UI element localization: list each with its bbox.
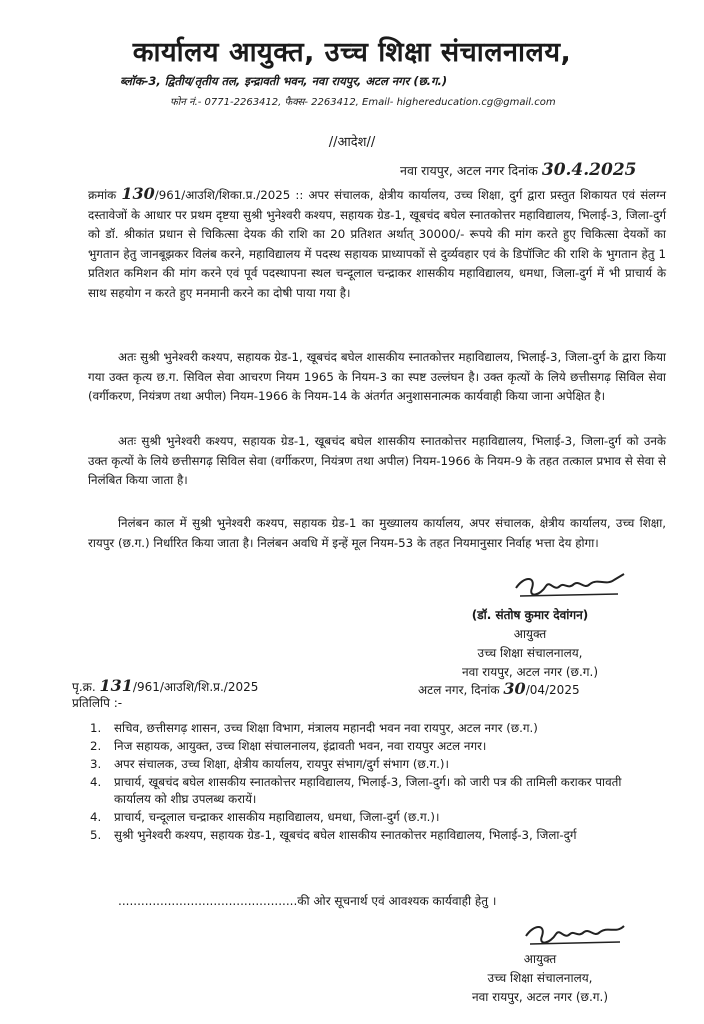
order-paragraph-1 xyxy=(88,184,666,303)
copy-label: प्रतिलिपि :- xyxy=(72,696,123,710)
place-date-label: नवा रायपुर, अटल नगर दिनांक xyxy=(400,163,538,178)
place-date xyxy=(400,160,637,180)
ref-handwritten-number: 130 xyxy=(121,184,155,203)
signatory-place: नवा रायपुर, अटल नगर (छ.ग.) xyxy=(461,665,599,679)
ref-suffix: /961/आउशि/शिका.प्र./2025 :: xyxy=(154,188,304,202)
endorsement-date-day: 30 xyxy=(503,679,526,698)
endorsement-date xyxy=(418,679,580,698)
signatory-name: (डॉ. संतोष कुमार देवांगन) xyxy=(471,608,589,622)
signatory-block-2 xyxy=(430,950,650,1007)
endorsement-date-label: अटल नगर, दिनांक xyxy=(418,683,500,697)
handwritten-date: 30.4.2025 xyxy=(541,160,637,180)
list-item: 1. सचिव, छत्तीसगढ़ शासन, उच्च शिक्षा विभाग, मंत्रालय महानदी भवन नवा रायपुर, अटल नगर (छ.ग.) xyxy=(90,721,538,735)
endorsement-suffix: /961/आउशि/शि.प्र./2025 xyxy=(132,680,259,694)
endorsement-date-rest: /04/2025 xyxy=(525,683,580,697)
list-item: 5. सुश्री भुनेश्वरी कश्यप, सहायक ग्रेड-1, खूबचंद बघेल शासकीय स्नातकोत्तर महाविद्यालय, भिलाई-3, जिला-दुर्ग xyxy=(90,828,577,842)
order-paragraph-4: निलंबन काल में सुश्री भुनेश्वरी कश्यप, सहायक ग्रेड-1 का मुख्यालय कार्यालय, अपर संचालक, क्षेत्रीय कार्यालय, उच्च शिक्षा, रायपुर (छ.ग.) निर्धारित किया जाता है। निलंबन अवधि में इन्हें मूल नियम-53 के तहत नियमानुसार निर्वाह भत्ता देय होगा। xyxy=(88,516,666,550)
order-paragraph-3: अतः सुश्री भुनेश्वरी कश्यप, सहायक ग्रेड-1, खूबचंद बघेल शासकीय स्नातकोत्तर महाविद्यालय, भिलाई-3, जिला-दुर्ग को उनके उक्त कृत्यों के लिये छत्तीसगढ़ सिविल सेवा (वर्गीकरण, नियंत्रण तथा अपील) नियम-1966 के नियम-9 के तहत तत्काल प्रभाव से सेवा से निलंबित किया जाता है। xyxy=(88,434,666,487)
signatory2-designation: आयुक्त xyxy=(523,952,557,966)
order-paragraph-2: अतः सुश्री भुनेश्वरी कश्यप, सहायक ग्रेड-1, खूबचंद बघेल शासकीय स्नातकोत्तर महाविद्यालय, भिलाई-3, जिला-दुर्ग के द्वारा किया गया उक्त कृत्य छ.ग. सिविल सेवा आचरण नियम 1965 के नियम-3 का स्पष्ट उल्लंघन है। उक्त कृत्यों के लिये छत्तीसगढ़ सिविल सेवा (वर्गीकरण, नियंत्रण तथा अपील) नियम-1966 के नियम-14 के अंतर्गत अनुशासनात्मक कार्यवाही किया जाना अपेक्षित है। xyxy=(88,350,666,403)
signatory-designation: आयुक्त xyxy=(513,627,547,641)
order-heading: //आदेश// xyxy=(328,135,376,150)
endorsement-handwritten-number: 131 xyxy=(99,676,133,695)
signature-image xyxy=(510,568,630,604)
copy-list xyxy=(90,720,650,845)
paragraph-1-text: अपर संचालक, क्षेत्रीय कार्यालय, उच्च शिक्षा, दुर्ग द्वारा प्रस्तुत शिकायत एवं संलग्न दस्तावेजों के आधार पर प्रथम दृष्टया सुश्री भुनेश्वरी कश्यप, सहायक ग्रेड-1, खूबचंद बघेल स्नातकोत्तर महाविद्यालय, भिलाई-3, जिला-दुर्ग को डॉ. श्रीकांत प्रधान से चिकित्सा देयक की राशि का 20 प्रतिशत अर्थात् 30000/- रूपये की मांग करते हुए चिकित्सा देयकों का भुगतान हेतु जानबूझकर विलंब करने, महाविद्यालय में पदस्थ सहायक प्राध्यापकों से दुर्व्यवहार एवं के डिपॉजिट की राशि के भुगतान हेतु 1 प्रतिशत कमिशन की मांग करने एवं पूर्व पदस्थापना स्थल चन्दूलाल चन्द्राकर शासकीय महाविद्यालय, धमधा, जिला-दुर्ग में भी प्राचार्य के साथ सहयोग न करते हुए मनमानी करने का दोषी पाया गया है। xyxy=(88,188,667,300)
office-address: ब्लॉक-3, द्वितीय/तृतीय तल, इन्द्रावती भवन, नवा रायपुर, अटल नगर (छ.ग.) xyxy=(120,74,448,88)
ref-label: क्रमांक xyxy=(88,188,117,202)
signatory-block xyxy=(420,606,640,682)
endorsement-ref xyxy=(72,676,258,695)
signatory2-place: नवा रायपुर, अटल नगर (छ.ग.) xyxy=(471,990,609,1004)
list-item: 4. प्राचार्य, चन्दूलाल चन्द्राकर शासकीय महाविद्यालय, धमधा, जिला-दुर्ग (छ.ग.)। xyxy=(90,810,440,824)
signature-image-2 xyxy=(520,918,630,950)
signatory2-office: उच्च शिक्षा संचालनालय, xyxy=(487,971,593,985)
list-item: 4. प्राचार्य, खूबचंद बघेल शासकीय स्नातकोत्तर महाविद्यालय, भिलाई-3, जिला-दुर्ग। को जारी पत्र की तामिली कराकर पावती कार्यालय को शीघ्र उपलब्ध करायें। xyxy=(90,775,622,806)
list-item: 2. निज सहायक, आयुक्त, उच्च शिक्षा संचालनालय, इंद्रावती भवन, नवा रायपुर अटल नगर। xyxy=(90,739,487,753)
signatory-office: उच्च शिक्षा संचालनालय, xyxy=(477,646,583,660)
footer-line: ...............................................की ओर सूचनार्थ एवं आवश्यक कार्यवाही हेतु । xyxy=(118,894,497,908)
endorsement-label: पृ.क्र. xyxy=(72,680,96,694)
list-item: 3. अपर संचालक, उच्च शिक्षा, क्षेत्रीय कार्यालय, रायपुर संभाग/दुर्ग संभाग (छ.ग.)। xyxy=(90,757,449,771)
office-title: कार्यालय आयुक्त, उच्च शिक्षा संचालनालय, xyxy=(132,37,572,68)
office-contact: फोन नं.- 0771-2263412, फैक्स- 2263412, Email- highereducation.cg@gmail.com xyxy=(170,97,556,108)
